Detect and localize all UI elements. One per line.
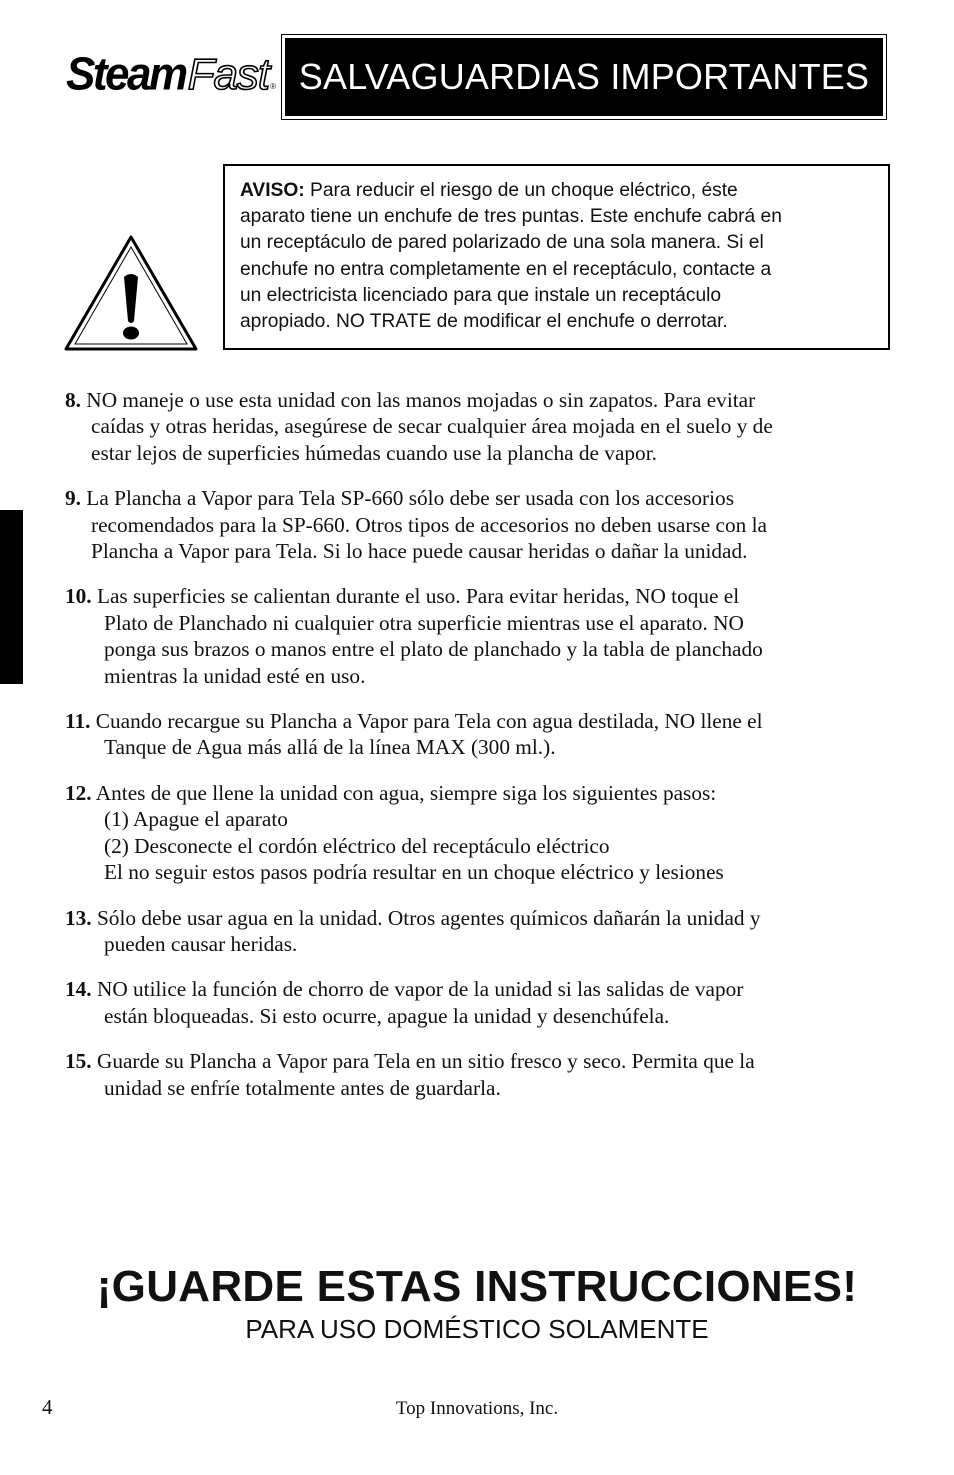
warning-label: AVISO: [240, 180, 305, 201]
page-title: SALVAGUARDIAS IMPORTANTES [285, 38, 883, 116]
list-item-11: 11. Cuando recargue su Plancha a Vapor para Tela con agua destilada, NO llene el Tanque de Agua más allá de la línea MAX (300 ml.). [65, 709, 763, 760]
page-number: 4 [42, 1395, 53, 1419]
list-item-13: 13. Sólo debe usar agua en la unidad. Otros agentes químicos dañarán la unidad y pueden causar heridas. [65, 905, 761, 956]
save-instructions-heading: ¡GUARDE ESTAS INSTRUCCIONES! [96, 1262, 858, 1311]
logo-steam-text: Steam [66, 48, 186, 101]
warning-line-4: enchufe no entra completamente en el receptáculo, contacte a [240, 258, 772, 280]
registered-mark: ® [270, 82, 277, 91]
header-title-box [281, 34, 887, 120]
warning-line-2: aparato tiene un enchufe de tres puntas. Este enchufe cabrá en [240, 206, 782, 228]
footer-company: Top Innovations, Inc. [395, 1398, 559, 1419]
section-edge-tab [0, 510, 23, 684]
warning-notice [223, 164, 890, 350]
list-item-8: 8. NO maneje o use esta unidad con las manos mojadas o sin zapatos. Para evitar caídas y otras heridas, asegúrese de secar cualquier área mojada en el suelo y de estar lejos de superficies húmedas cuando use la plancha de vapor. [65, 388, 773, 465]
warning-line-5: un electricista licenciado para que instale un receptáculo [240, 284, 722, 306]
logo-fast-text: Fast [187, 50, 270, 99]
list-item-14: 14. NO utilice la función de chorro de vapor de la unidad si las salidas de vapor están bloqueadas. Si esto ocurre, apague la unidad y desenchúfela. [65, 977, 744, 1028]
list-item-9: 9. La Plancha a Vapor para Tela SP-660 sólo debe ser usada con los accesorios recomendados para la SP-660. Otros tipos de accesorios no deben usarse con la Plancha a Vapor para Tela. Si lo hace puede causar heridas o dañar la unidad. [65, 486, 767, 564]
list-item-15: 15. Guarde su Plancha a Vapor para Tela en un sitio fresco y seco. Permita que la unidad se enfríe totalmente antes de guardarla. [65, 1049, 755, 1100]
warning-line-1: AVISO: Para reducir el riesgo de un choque eléctrico, éste [240, 180, 738, 201]
list-item-12: 12. Antes de que llene la unidad con agua, siempre siga los siguientes pasos: (1) Apague el aparato (2) Desconecte el cordón eléctrico del receptáculo eléctrico El no seguir estos pasos podría resultar en un choque eléctrico y lesiones [65, 780, 724, 885]
warning-line-3: un receptáculo de pared polarizado de una sola manera. Si el [240, 232, 764, 254]
household-use-subtitle: PARA USO DOMÉSTICO SOLAMENTE [245, 1314, 709, 1344]
warning-line-6: apropiado. NO TRATE de modificar el enchufe o derrotar. [240, 311, 728, 333]
safeguards-list [65, 387, 895, 1120]
warning-triangle-icon [63, 233, 199, 353]
steamfast-logo [66, 48, 277, 101]
list-item-10: 10. Las superficies se calientan durante el uso. Para evitar heridas, NO toque el Plato de Planchado ni cualquier otra superficie mientras use el aparato. NO ponga sus brazos o manos entre el plato de planchado y la tabla de planchado mientras la unidad esté en uso. [65, 584, 763, 688]
